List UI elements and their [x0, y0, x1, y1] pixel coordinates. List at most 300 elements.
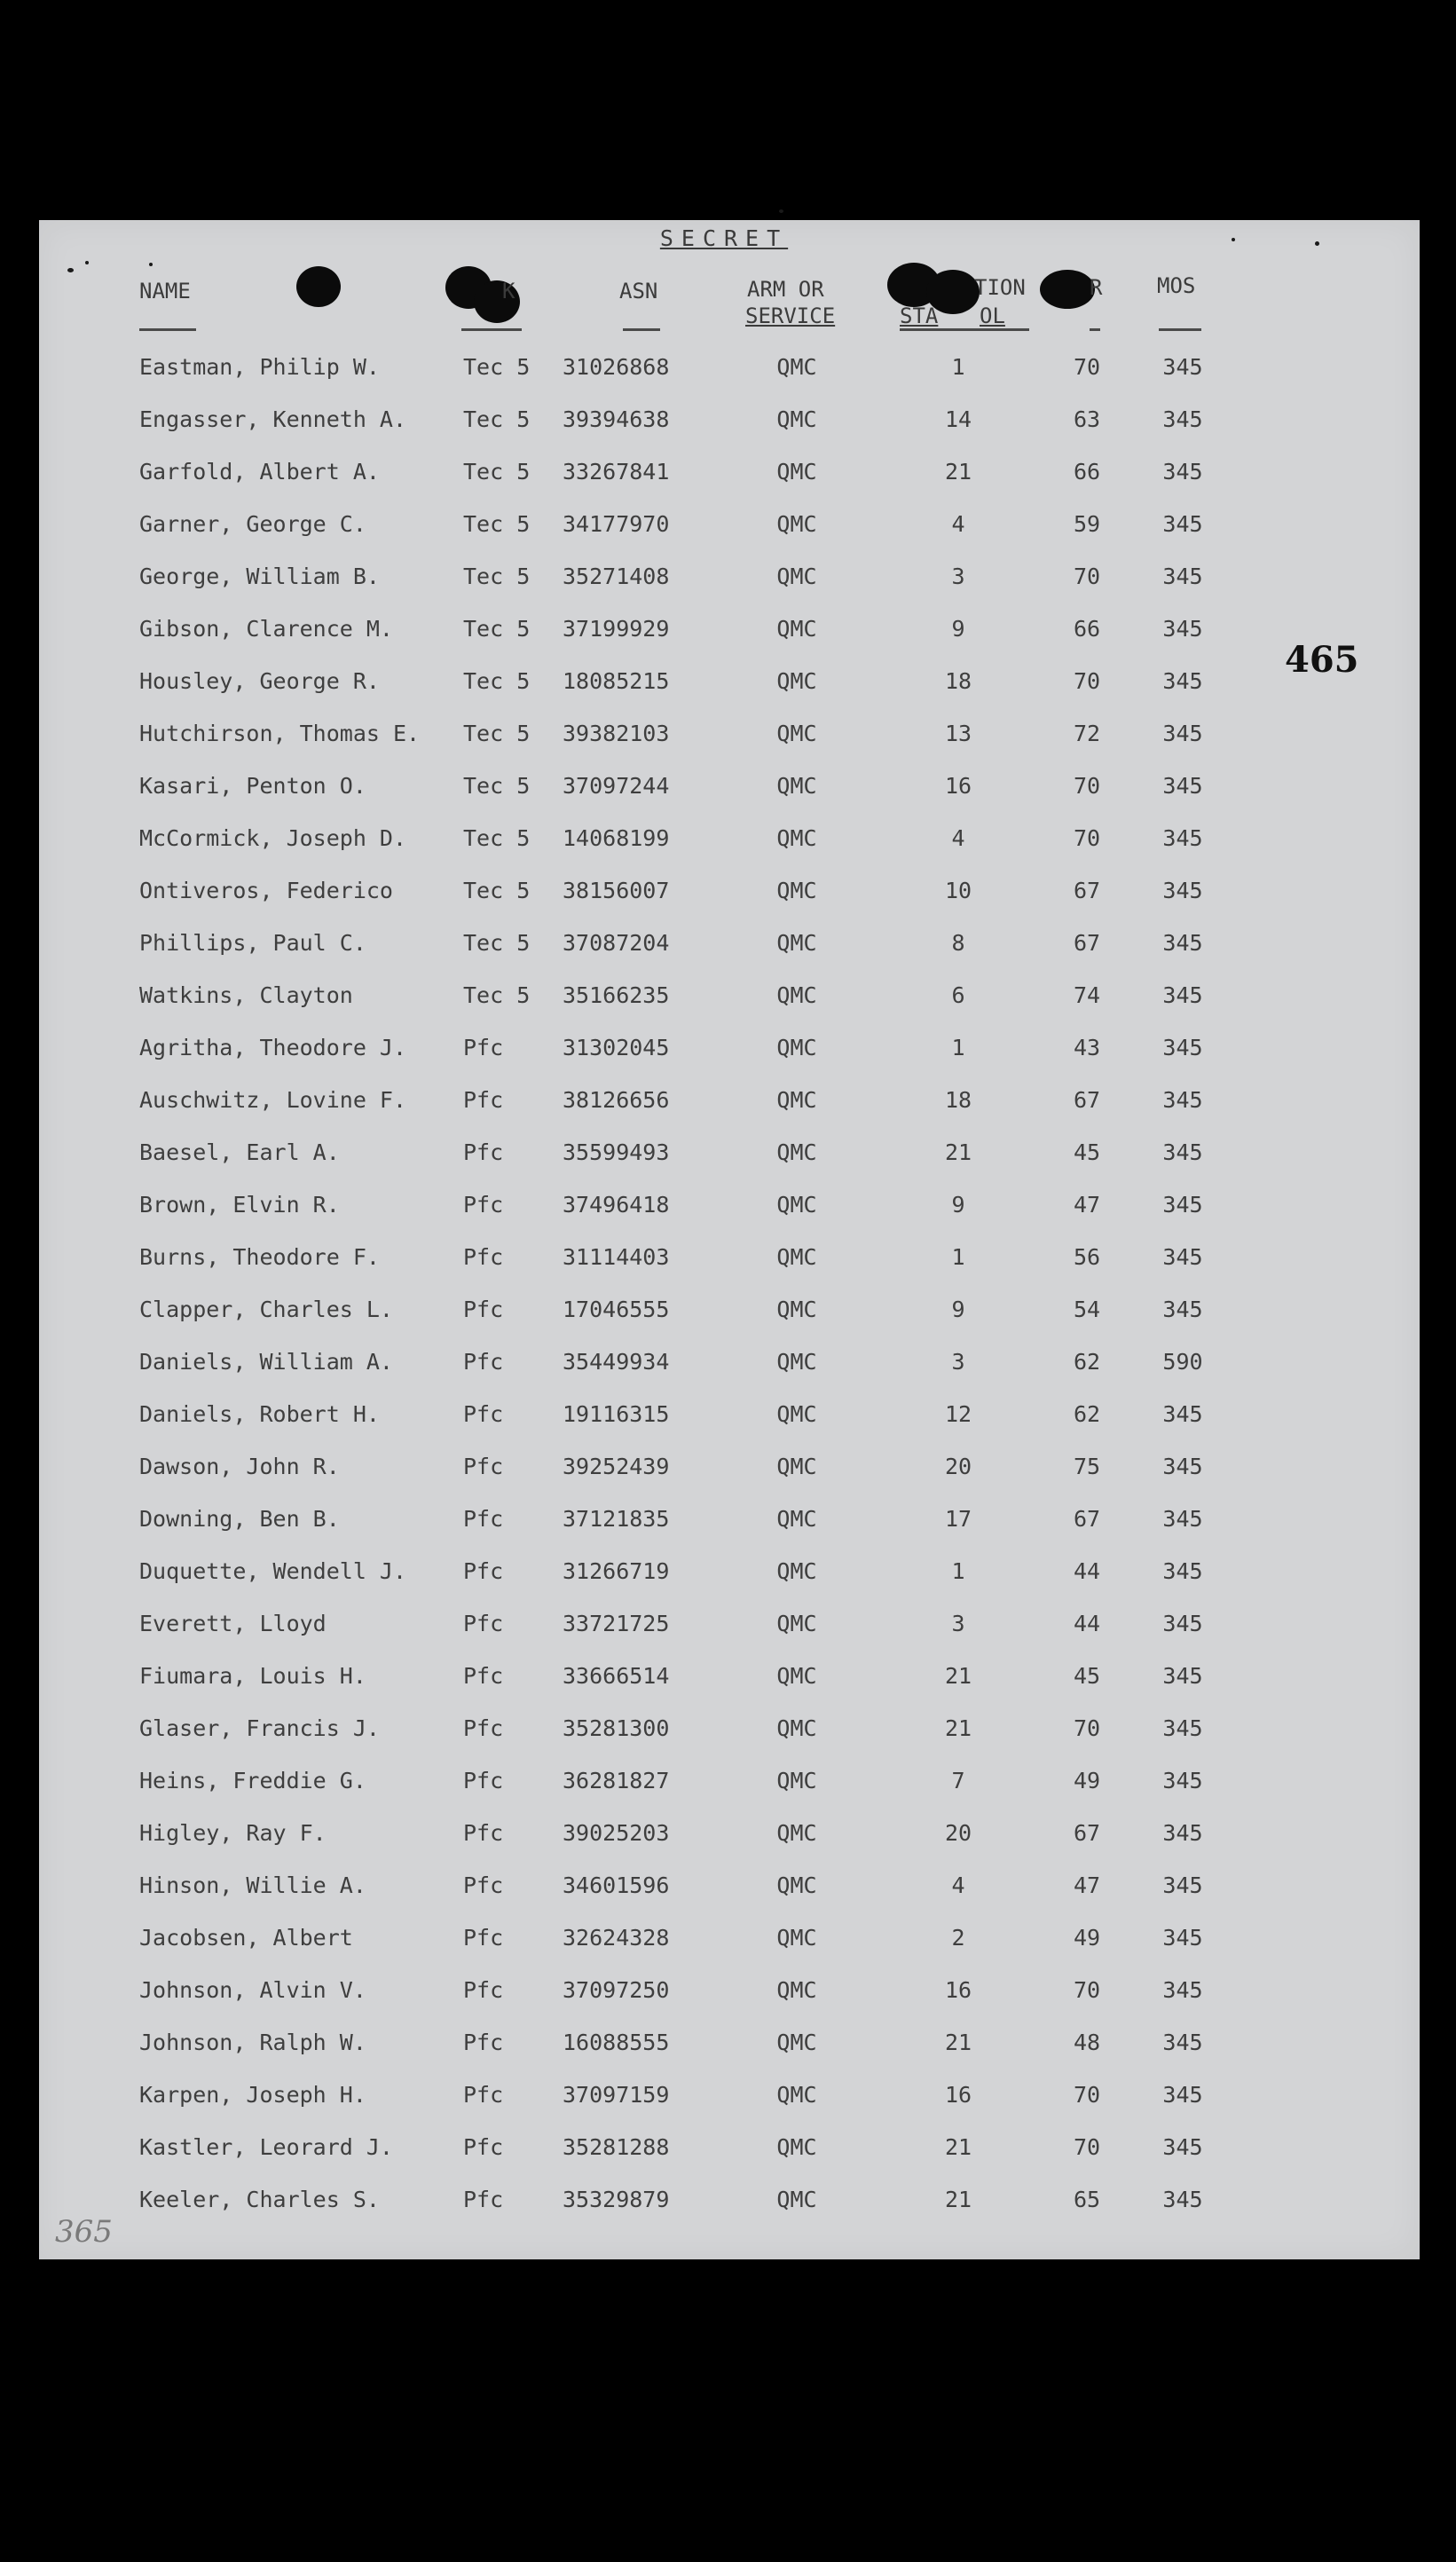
roster-station: 9 [951, 1297, 965, 1322]
roster-score: 47 [1073, 1192, 1101, 1218]
roster-station: 9 [951, 1192, 965, 1218]
table-row [0, 1659, 1456, 1694]
roster-station: 3 [951, 564, 965, 589]
roster-arm-or-service: QMC [776, 2134, 817, 2160]
roster-mos: 345 [1162, 1244, 1203, 1270]
roster-mos: 345 [1162, 773, 1203, 799]
roster-asn: 14068199 [563, 825, 670, 851]
redaction-blot [1040, 270, 1095, 309]
table-row [0, 1397, 1456, 1432]
roster-name: Agritha, Theodore J. [139, 1035, 407, 1060]
roster-station: 21 [944, 2030, 972, 2055]
roster-score: 70 [1073, 2134, 1101, 2160]
roster-name: Ontiveros, Federico [139, 878, 393, 903]
roster-arm-or-service: QMC [776, 773, 817, 799]
roster-mos: 345 [1162, 616, 1203, 642]
roster-name: Johnson, Alvin V. [139, 1977, 366, 2003]
roster-score: 67 [1073, 878, 1101, 903]
roster-name: Hinson, Willie A. [139, 1872, 366, 1898]
roster-score: 63 [1073, 406, 1101, 432]
roster-asn: 18085215 [563, 668, 670, 694]
roster-mos: 345 [1162, 2187, 1203, 2212]
roster-arm-or-service: QMC [776, 668, 817, 694]
roster-asn: 16088555 [563, 2030, 670, 2055]
roster-arm-or-service: QMC [776, 459, 817, 485]
roster-mos: 590 [1162, 1349, 1203, 1375]
roster-name: Daniels, Robert H. [139, 1401, 380, 1427]
roster-grade: Pfc [463, 1872, 504, 1898]
roster-score: 70 [1073, 773, 1101, 799]
table-row [0, 611, 1456, 647]
roster-arm-or-service: QMC [776, 511, 817, 537]
roster-asn: 37097250 [563, 1977, 670, 2003]
header-station-line1: TION [974, 275, 1026, 300]
roster-station: 18 [944, 668, 972, 694]
table-row [0, 1240, 1456, 1275]
roster-asn: 37199929 [563, 616, 670, 642]
roster-station: 21 [944, 2187, 972, 2212]
roster-arm-or-service: QMC [776, 982, 817, 1008]
roster-arm-or-service: QMC [776, 1244, 817, 1270]
roster-name: Watkins, Clayton [139, 982, 353, 1008]
roster-asn: 39382103 [563, 721, 670, 746]
roster-arm-or-service: QMC [776, 1087, 817, 1113]
table-row [0, 507, 1456, 542]
roster-station: 8 [951, 930, 965, 956]
roster-station: 16 [944, 2082, 972, 2108]
roster-arm-or-service: QMC [776, 825, 817, 851]
roster-grade: Pfc [463, 1715, 504, 1741]
table-row [0, 1083, 1456, 1118]
roster-station: 9 [951, 616, 965, 642]
roster-mos: 345 [1162, 406, 1203, 432]
roster-mos: 345 [1162, 1192, 1203, 1218]
roster-mos: 345 [1162, 1820, 1203, 1846]
roster-mos: 345 [1162, 1663, 1203, 1689]
roster-name: Housley, George R. [139, 668, 380, 694]
table-row [0, 978, 1456, 1013]
roster-mos: 345 [1162, 878, 1203, 903]
roster-arm-or-service: QMC [776, 1035, 817, 1060]
roster-name: Jacobsen, Albert [139, 1925, 353, 1951]
roster-score: 70 [1073, 2082, 1101, 2108]
redaction-blot [296, 266, 341, 307]
roster-station: 18 [944, 1087, 972, 1113]
roster-name: Eastman, Philip W. [139, 354, 380, 380]
roster-asn: 17046555 [563, 1297, 670, 1322]
roster-mos: 345 [1162, 1611, 1203, 1636]
roster-name: Kastler, Leorard J. [139, 2134, 393, 2160]
header-name-rule [139, 328, 196, 331]
roster-station: 17 [944, 1506, 972, 1532]
roster-grade: Pfc [463, 1663, 504, 1689]
roster-mos: 345 [1162, 511, 1203, 537]
roster-arm-or-service: QMC [776, 1139, 817, 1165]
roster-mos: 345 [1162, 1715, 1203, 1741]
header-asn: ASN [619, 279, 658, 303]
roster-mos: 345 [1162, 668, 1203, 694]
roster-score: 45 [1073, 1139, 1101, 1165]
roster-grade: Tec 5 [463, 564, 531, 589]
roster-asn: 37097159 [563, 2082, 670, 2108]
table-row [0, 1292, 1456, 1328]
roster-station: 10 [944, 878, 972, 903]
roster-station: 16 [944, 1977, 972, 2003]
roster-score: 44 [1073, 1611, 1101, 1636]
table-row [0, 664, 1456, 699]
table-row [0, 2077, 1456, 2113]
roster-score: 70 [1073, 825, 1101, 851]
roster-arm-or-service: QMC [776, 1611, 817, 1636]
roster-arm-or-service: QMC [776, 930, 817, 956]
roster-grade: Pfc [463, 2187, 504, 2212]
roster-arm-or-service: QMC [776, 1558, 817, 1584]
roster-mos: 345 [1162, 1401, 1203, 1427]
header-station-line2b: OL [980, 303, 1005, 328]
header-arm-line2: SERVICE [745, 303, 836, 328]
roster-mos: 345 [1162, 1035, 1203, 1060]
roster-asn: 37097244 [563, 773, 670, 799]
roster-score: 47 [1073, 1872, 1101, 1898]
roster-grade: Pfc [463, 1349, 504, 1375]
roster-mos: 345 [1162, 721, 1203, 746]
roster-asn: 33721725 [563, 1611, 670, 1636]
roster-asn: 38156007 [563, 878, 670, 903]
roster-station: 12 [944, 1401, 972, 1427]
table-row [0, 1711, 1456, 1746]
roster-arm-or-service: QMC [776, 1454, 817, 1479]
roster-score: 74 [1073, 982, 1101, 1008]
roster-grade: Pfc [463, 2030, 504, 2055]
roster-arm-or-service: QMC [776, 721, 817, 746]
roster-arm-or-service: QMC [776, 1297, 817, 1322]
table-row [0, 1449, 1456, 1485]
header-score-rule [1090, 328, 1100, 331]
roster-asn: 37121835 [563, 1506, 670, 1532]
roster-score: 49 [1073, 1925, 1101, 1951]
speck [149, 263, 153, 266]
roster-grade: Tec 5 [463, 930, 531, 956]
roster-score: 72 [1073, 721, 1101, 746]
roster-grade: Tec 5 [463, 773, 531, 799]
roster-name: Heins, Freddie G. [139, 1768, 366, 1793]
roster-station: 14 [944, 406, 972, 432]
roster-grade: Tec 5 [463, 354, 531, 380]
roster-station: 21 [944, 1663, 972, 1689]
roster-station: 21 [944, 1139, 972, 1165]
roster-name: George, William B. [139, 564, 380, 589]
roster-asn: 34601596 [563, 1872, 670, 1898]
roster-score: 67 [1073, 1087, 1101, 1113]
roster-mos: 345 [1162, 1454, 1203, 1479]
header-station-line2: STA [900, 303, 939, 328]
table-row [0, 1502, 1456, 1537]
roster-asn: 35281288 [563, 2134, 670, 2160]
roster-name: Dawson, John R. [139, 1454, 340, 1479]
roster-asn: 35449934 [563, 1349, 670, 1375]
roster-score: 66 [1073, 459, 1101, 485]
roster-grade: Pfc [463, 1506, 504, 1532]
roster-name: Everett, Lloyd [139, 1611, 327, 1636]
roster-grade: Pfc [463, 1401, 504, 1427]
roster-name: Downing, Ben B. [139, 1506, 340, 1532]
roster-grade: Tec 5 [463, 825, 531, 851]
roster-name: Clapper, Charles L. [139, 1297, 393, 1322]
roster-score: 59 [1073, 511, 1101, 537]
roster-asn: 35281300 [563, 1715, 670, 1741]
roster-grade: Pfc [463, 1558, 504, 1584]
roster-asn: 37087204 [563, 930, 670, 956]
table-row [0, 1763, 1456, 1799]
roster-name: McCormick, Joseph D. [139, 825, 407, 851]
roster-arm-or-service: QMC [776, 1715, 817, 1741]
roster-arm-or-service: QMC [776, 2030, 817, 2055]
roster-name: Kasari, Penton O. [139, 773, 366, 799]
roster-score: 70 [1073, 354, 1101, 380]
roster-station: 1 [951, 1244, 965, 1270]
roster-mos: 345 [1162, 2030, 1203, 2055]
roster-station: 1 [951, 354, 965, 380]
roster-arm-or-service: QMC [776, 564, 817, 589]
roster-grade: Pfc [463, 1139, 504, 1165]
table-row [0, 1920, 1456, 1956]
roster-score: 70 [1073, 1715, 1101, 1741]
roster-arm-or-service: QMC [776, 1349, 817, 1375]
roster-mos: 345 [1162, 2134, 1203, 2160]
roster-grade: Pfc [463, 1925, 504, 1951]
roster-mos: 345 [1162, 1925, 1203, 1951]
table-row [0, 559, 1456, 595]
roster-score: 70 [1073, 1977, 1101, 2003]
roster-asn: 19116315 [563, 1401, 670, 1427]
classification-marking: SECRET [659, 225, 789, 251]
roster-asn: 33267841 [563, 459, 670, 485]
roster-grade: Pfc [463, 1035, 504, 1060]
roster-name: Hutchirson, Thomas E. [139, 721, 421, 746]
roster-score: 45 [1073, 1663, 1101, 1689]
roster-grade: Tec 5 [463, 982, 531, 1008]
speck [779, 209, 783, 213]
roster-arm-or-service: QMC [776, 1820, 817, 1846]
roster-station: 2 [951, 1925, 965, 1951]
roster-mos: 345 [1162, 2082, 1203, 2108]
roster-name: Baesel, Earl A. [139, 1139, 340, 1165]
roster-asn: 35599493 [563, 1139, 670, 1165]
roster-score: 75 [1073, 1454, 1101, 1479]
roster-asn: 31266719 [563, 1558, 670, 1584]
header-grade-rule [461, 328, 522, 331]
table-row [0, 821, 1456, 856]
roster-mos: 345 [1162, 825, 1203, 851]
roster-station: 4 [951, 825, 965, 851]
roster-arm-or-service: QMC [776, 616, 817, 642]
roster-arm-or-service: QMC [776, 1401, 817, 1427]
roster-asn: 33666514 [563, 1663, 670, 1689]
roster-arm-or-service: QMC [776, 1925, 817, 1951]
table-row [0, 1135, 1456, 1171]
table-row [0, 1030, 1456, 1066]
roster-arm-or-service: QMC [776, 1768, 817, 1793]
table-row [0, 2182, 1456, 2218]
roster-grade: Tec 5 [463, 878, 531, 903]
roster-grade: Pfc [463, 1297, 504, 1322]
roster-asn: 35271408 [563, 564, 670, 589]
roster-grade: Tec 5 [463, 459, 531, 485]
roster-grade: Tec 5 [463, 668, 531, 694]
roster-mos: 345 [1162, 354, 1203, 380]
roster-mos: 345 [1162, 1558, 1203, 1584]
roster-name: Brown, Elvin R. [139, 1192, 340, 1218]
roster-asn: 35166235 [563, 982, 670, 1008]
roster-name: Auschwitz, Lovine F. [139, 1087, 407, 1113]
roster-score: 67 [1073, 1506, 1101, 1532]
header-grade: K [502, 279, 516, 303]
table-row [0, 1344, 1456, 1380]
roster-mos: 345 [1162, 1768, 1203, 1793]
roster-arm-or-service: QMC [776, 1872, 817, 1898]
roster-grade: Pfc [463, 1454, 504, 1479]
roster-arm-or-service: QMC [776, 2187, 817, 2212]
roster-asn: 37496418 [563, 1192, 670, 1218]
roster-station: 1 [951, 1035, 965, 1060]
table-row [0, 926, 1456, 961]
roster-asn: 38126656 [563, 1087, 670, 1113]
table-row [0, 402, 1456, 438]
table-row [0, 716, 1456, 752]
roster-asn: 31302045 [563, 1035, 670, 1060]
header-name: NAME [139, 279, 191, 303]
roster-asn: 32624328 [563, 1925, 670, 1951]
roster-asn: 35329879 [563, 2187, 670, 2212]
roster-asn: 39394638 [563, 406, 670, 432]
roster-mos: 345 [1162, 459, 1203, 485]
table-row [0, 2130, 1456, 2165]
roster-name: Garner, George C. [139, 511, 366, 537]
roster-name: Gibson, Clarence M. [139, 616, 393, 642]
table-row [0, 873, 1456, 909]
roster-name: Higley, Ray F. [139, 1820, 327, 1846]
roster-mos: 345 [1162, 564, 1203, 589]
table-row [0, 1816, 1456, 1851]
roster-name: Daniels, William A. [139, 1349, 393, 1375]
roster-arm-or-service: QMC [776, 406, 817, 432]
roster-score: 70 [1073, 668, 1101, 694]
roster-score: 65 [1073, 2187, 1101, 2212]
roster-station: 4 [951, 1872, 965, 1898]
roster-score: 43 [1073, 1035, 1101, 1060]
roster-score: 67 [1073, 930, 1101, 956]
roster-station: 21 [944, 1715, 972, 1741]
roster-grade: Pfc [463, 1977, 504, 2003]
roster-name: Garfold, Albert A. [139, 459, 380, 485]
roster-grade: Pfc [463, 1244, 504, 1270]
roster-mos: 345 [1162, 1872, 1203, 1898]
roster-station: 16 [944, 773, 972, 799]
table-row [0, 454, 1456, 490]
header-mos: MOS [1157, 273, 1196, 298]
roster-score: 62 [1073, 1349, 1101, 1375]
roster-name: Duquette, Wendell J. [139, 1558, 407, 1584]
roster-asn: 31114403 [563, 1244, 670, 1270]
roster-arm-or-service: QMC [776, 2082, 817, 2108]
handwritten-margin-note: 365 [55, 2214, 113, 2250]
table-row [0, 1606, 1456, 1642]
roster-mos: 345 [1162, 1087, 1203, 1113]
table-row [0, 350, 1456, 385]
roster-asn: 39252439 [563, 1454, 670, 1479]
header-score: R [1090, 275, 1103, 300]
header-mos-rule [1159, 328, 1201, 331]
roster-name: Keeler, Charles S. [139, 2187, 380, 2212]
roster-grade: Tec 5 [463, 616, 531, 642]
roster-grade: Tec 5 [463, 406, 531, 432]
roster-arm-or-service: QMC [776, 1977, 817, 2003]
table-row [0, 769, 1456, 804]
speck [1315, 241, 1319, 246]
roster-mos: 345 [1162, 982, 1203, 1008]
roster-grade: Pfc [463, 1192, 504, 1218]
roster-name: Karpen, Joseph H. [139, 2082, 366, 2108]
roster-mos: 345 [1162, 1977, 1203, 2003]
roster-grade: Pfc [463, 1611, 504, 1636]
table-row [0, 1187, 1456, 1223]
roster-score: 62 [1073, 1401, 1101, 1427]
table-row [0, 2025, 1456, 2061]
roster-name: Engasser, Kenneth A. [139, 406, 407, 432]
roster-score: 56 [1073, 1244, 1101, 1270]
roster-grade: Pfc [463, 2082, 504, 2108]
roster-asn: 31026868 [563, 354, 670, 380]
page-number-stamp: 465 [1285, 639, 1359, 681]
roster-station: 20 [944, 1454, 972, 1479]
roster-grade: Pfc [463, 1820, 504, 1846]
roster-station: 21 [944, 2134, 972, 2160]
roster-asn: 34177970 [563, 511, 670, 537]
roster-grade: Pfc [463, 1768, 504, 1793]
roster-station: 13 [944, 721, 972, 746]
roster-mos: 345 [1162, 1139, 1203, 1165]
roster-grade: Pfc [463, 1087, 504, 1113]
roster-score: 66 [1073, 616, 1101, 642]
roster-station: 3 [951, 1349, 965, 1375]
roster-grade: Pfc [463, 2134, 504, 2160]
roster-station: 4 [951, 511, 965, 537]
table-row [0, 1973, 1456, 2008]
roster-grade: Tec 5 [463, 511, 531, 537]
roster-score: 70 [1073, 564, 1101, 589]
roster-grade: Tec 5 [463, 721, 531, 746]
roster-station: 21 [944, 459, 972, 485]
roster-score: 54 [1073, 1297, 1101, 1322]
roster-score: 49 [1073, 1768, 1101, 1793]
roster-station: 20 [944, 1820, 972, 1846]
roster-name: Glaser, Francis J. [139, 1715, 380, 1741]
roster-arm-or-service: QMC [776, 1192, 817, 1218]
speck [67, 268, 74, 272]
roster-name: Fiumara, Louis H. [139, 1663, 366, 1689]
roster-arm-or-service: QMC [776, 354, 817, 380]
roster-mos: 345 [1162, 1297, 1203, 1322]
roster-asn: 36281827 [563, 1768, 670, 1793]
roster-arm-or-service: QMC [776, 1506, 817, 1532]
header-asn-rule [623, 328, 660, 331]
roster-score: 44 [1073, 1558, 1101, 1584]
roster-score: 48 [1073, 2030, 1101, 2055]
header-arm-line1: ARM OR [747, 277, 824, 302]
roster-mos: 345 [1162, 1506, 1203, 1532]
roster-name: Burns, Theodore F. [139, 1244, 380, 1270]
roster-station: 6 [951, 982, 965, 1008]
